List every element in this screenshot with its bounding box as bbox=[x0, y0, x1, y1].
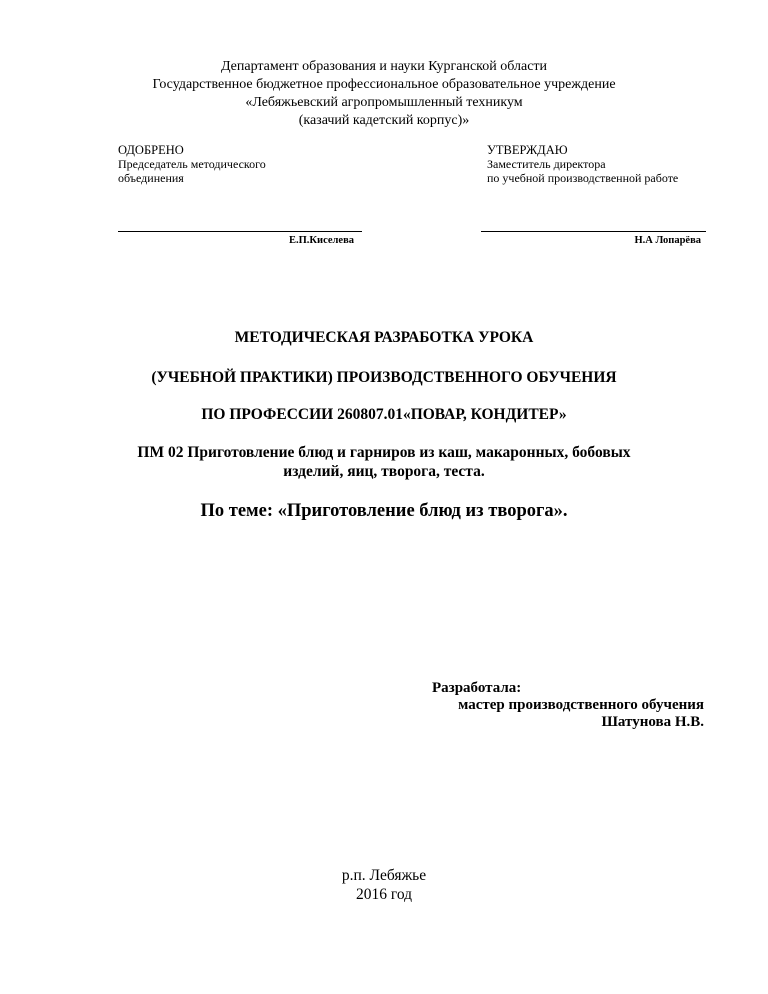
approved-block bbox=[118, 143, 266, 185]
approved-role-line2: объединения bbox=[118, 171, 184, 185]
confirmed-role-line2: по учебной производственной работе bbox=[487, 171, 679, 185]
confirmed-name: Н.А Лопарёва bbox=[634, 235, 701, 246]
approved-role-line1: Председатель методического bbox=[118, 157, 266, 171]
title-line3: ПО ПРОФЕССИИ 260807.01«ПОВАР, КОНДИТЕР» bbox=[201, 406, 567, 423]
confirmed-role-line1: Заместитель директора bbox=[487, 157, 606, 171]
header-corps: (казачий кадетский корпус)» bbox=[298, 113, 470, 128]
approved-signature-line bbox=[118, 231, 362, 232]
header-college-name: «Лебяжьевский агропромышленный техникум bbox=[245, 95, 523, 110]
author-label: Разработала: bbox=[432, 680, 522, 696]
confirmed-signature-line bbox=[481, 231, 706, 232]
header bbox=[0, 58, 768, 130]
pm-module bbox=[0, 443, 768, 481]
footer-year: 2016 год bbox=[355, 886, 413, 903]
header-institution: Государственное бюджетное профессиональное образовательное учреждение bbox=[152, 77, 616, 92]
pm-line1: ПМ 02 Приготовление блюд и гарниров из каш, макаронных, бобовых bbox=[137, 444, 631, 461]
author-name: Шатунова Н.В. bbox=[601, 714, 704, 730]
footer bbox=[0, 866, 768, 904]
header-department: Департамент образования и науки Курганской области bbox=[220, 59, 548, 74]
title-line1: МЕТОДИЧЕСКАЯ РАЗРАБОТКА УРОКА bbox=[234, 329, 534, 346]
footer-place: р.п. Лебяжье bbox=[341, 867, 427, 884]
author-position: мастер производственного обучения bbox=[458, 697, 704, 713]
pm-line2: изделий, яиц, творога, теста. bbox=[283, 463, 485, 480]
confirmed-block bbox=[487, 143, 678, 185]
confirmed-caption: УТВЕРЖДАЮ bbox=[487, 143, 568, 157]
topic: По теме: «Приготовление блюд из творога». bbox=[200, 501, 568, 521]
approved-caption: ОДОБРЕНО bbox=[118, 143, 184, 157]
approved-name: Е.П.Киселева bbox=[288, 235, 354, 246]
title-line2: (УЧЕБНОЙ ПРАКТИКИ) ПРОИЗВОДСТВЕННОГО ОБУЧЕНИЯ bbox=[151, 369, 617, 386]
